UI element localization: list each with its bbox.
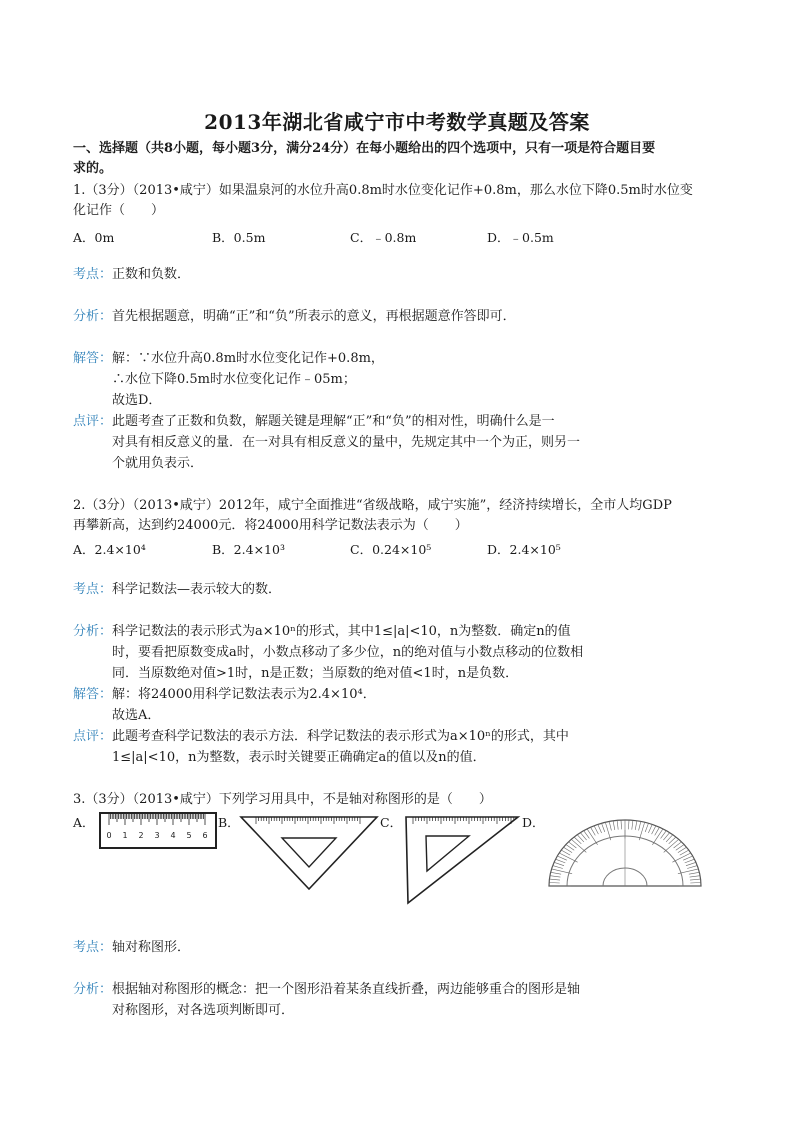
q1-jieda-line2: ∴水位下降0.5m时水位变化记作﹣05m； [112, 372, 356, 387]
q2-dianping [73, 727, 569, 747]
q1-stem-line1: 1.（3分）（2013•咸宁）如果温泉河的水位升高0.8m时水位变化记作+0.8m，那么水位下降0.5m时水位变 [73, 183, 693, 198]
kaodian-label: 考点： [73, 940, 113, 955]
dianping-label: 点评： [73, 729, 113, 744]
protractor-figure [545, 816, 705, 890]
kaodian-label: 考点： [73, 582, 113, 597]
q1-option-d: D．﹣0.5m [487, 230, 554, 245]
ruler-tick-label: 4 [170, 831, 176, 840]
q2-jieda-line1: 解：将24000用科学记数法表示为2.4×10⁴． [112, 687, 376, 702]
ruler-tick-label: 1 [122, 831, 128, 840]
kaodian-label: 考点： [73, 267, 113, 282]
q1-dianping [73, 412, 555, 432]
ruler-figure [99, 812, 217, 850]
ruler-tick-label: 2 [138, 831, 144, 840]
q1-dianping-line2: 对具有相反意义的量．在一对具有相反意义的量中，先规定其中一个为正，则另一 [112, 435, 581, 450]
ruler-tick-label: 0 [106, 831, 112, 840]
ruler-tick-label: 5 [186, 831, 192, 840]
q3-option-d-letter: D． [522, 815, 545, 830]
page-title: 2013年湖北省咸宁市中考数学真题及答案 [204, 110, 590, 134]
q1-option-b: B．0.5m [212, 230, 266, 245]
jieda-label: 解答： [73, 351, 113, 366]
q2-option-b: B．2.4×10³ [212, 542, 285, 557]
q2-kaodian [73, 580, 281, 600]
right-square-outline [406, 817, 518, 903]
isosceles-set-square-figure [238, 814, 380, 892]
q3-option-b-letter: B． [218, 815, 240, 830]
q2-dianping-line2: 1≤|a|<10，n为整数，表示时关键要正确确定a的值以及n的值． [112, 750, 486, 765]
right-set-square-figure [403, 814, 521, 906]
q1-kaodian [73, 265, 190, 285]
q2-stem-line1: 2.（3分）（2013•咸宁）2012年，咸宁全面推进“省级战略，咸宁实施”，经济持续增长，全市人均GDP [73, 498, 672, 513]
q2-stem-line2: 再攀新高，达到约24000元．将24000用科学记数法表示为（ ） [73, 518, 468, 533]
q1-stem-line2: 化记作（ ） [73, 203, 165, 218]
q2-dianping-line1: 此题考查科学记数法的表示方法．科学记数法的表示形式为a×10ⁿ的形式，其中 [112, 729, 569, 744]
q1-dianping-line1: 此题考查了正数和负数，解题关键是理解“正”和“负”的相对性，明确什么是一 [112, 414, 555, 429]
q1-dianping-line3: 个就用负表示． [112, 456, 204, 471]
q1-jieda [73, 349, 384, 369]
q2-option-c: C．0.24×10⁵ [350, 542, 432, 557]
q3-fenxi-line2: 对称图形，对各选项判断即可． [112, 1003, 295, 1018]
q2-jieda-line2: 故选A． [112, 708, 161, 723]
q2-option-d: D．2.4×10⁵ [487, 542, 561, 557]
fenxi-label: 分析： [73, 624, 113, 639]
dianping-label: 点评： [73, 414, 113, 429]
q2-option-a: A．2.4×10⁴ [73, 542, 146, 557]
q2-fenxi-line3: 同．当原数绝对值>1时，n是正数；当原数的绝对值<1时，n是负数． [112, 666, 519, 681]
q2-jieda [73, 685, 376, 705]
q3-stem: 3.（3分）（2013•咸宁）下列学习用具中，不是轴对称图形的是（ ） [73, 792, 492, 807]
q3-fenxi-line1: 根据轴对称图形的概念：把一个图形沿着某条直线折叠，两边能够重合的图形是轴 [112, 982, 581, 997]
q3-option-c-letter: C． [380, 815, 403, 830]
q1-jieda-line3: 故选D． [112, 393, 162, 408]
q2-fenxi [73, 622, 571, 642]
q1-kaodian-text: 正数和负数． [112, 267, 191, 282]
fenxi-label: 分析： [73, 982, 113, 997]
q1-jieda-line1: 解：∵水位升高0.8m时水位变化记作+0.8m， [112, 351, 384, 366]
fenxi-label: 分析： [73, 309, 113, 324]
jieda-label: 解答： [73, 687, 113, 702]
section-heading-line2: 求的。 [73, 161, 113, 176]
q3-kaodian [73, 938, 190, 958]
q2-kaodian-text: 科学记数法—表示较大的数． [112, 582, 282, 597]
ruler-tick-label: 6 [202, 831, 208, 840]
q2-fenxi-line1: 科学记数法的表示形式为a×10ⁿ的形式，其中1≤|a|<10，n为整数．确定n的值 [112, 624, 571, 639]
q3-kaodian-text: 轴对称图形． [112, 940, 191, 955]
section-heading-line1: 一、选择题（共8小题，每小题3分，满分24分）在每小题给出的四个选项中，只有一项是符合题目要 [73, 141, 656, 156]
q1-fenxi-text: 首先根据题意，明确“正”和“负”所表示的意义，再根据题意作答即可． [112, 309, 516, 324]
q1-option-c: C．﹣0.8m [350, 230, 417, 245]
q2-fenxi-line2: 时，要看把原数变成a时，小数点移动了多少位，n的绝对值与小数点移动的位数相 [112, 645, 584, 660]
q1-fenxi [73, 307, 516, 327]
q3-option-a-letter: A． [73, 815, 95, 830]
ruler-tick-label: 3 [154, 831, 160, 840]
q1-option-a: A．0m [73, 230, 115, 245]
q3-fenxi [73, 980, 580, 1000]
